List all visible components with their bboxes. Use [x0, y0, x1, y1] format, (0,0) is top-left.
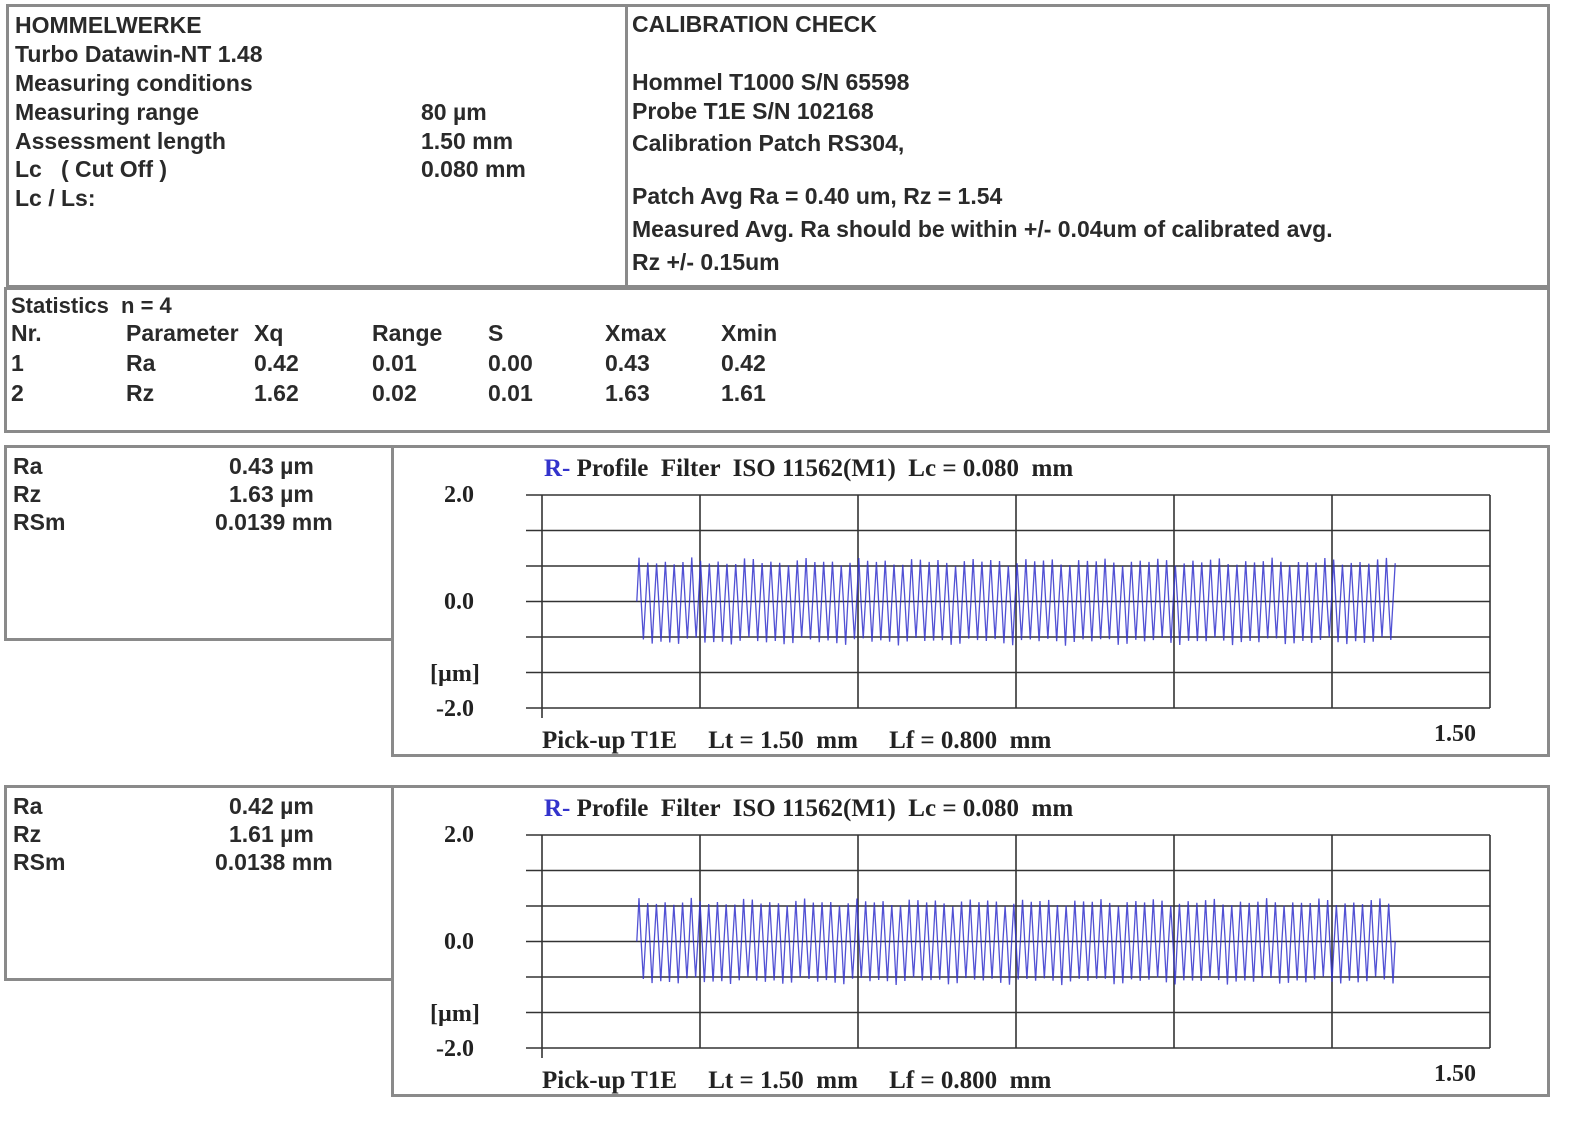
chart-title-text: Profile Filter ISO 11562(M1) Lc = 0.080 mm [576, 795, 1074, 822]
param-ra-label: Ra [13, 453, 43, 479]
param-rsm-label: RSm [13, 509, 66, 535]
assessment-length-label: Assessment length [15, 128, 226, 154]
cell-nr: 1 [11, 350, 24, 376]
param-rz-label: Rz [13, 481, 42, 507]
profile-chart-2 [522, 835, 1492, 1065]
y-axis-unit: [µm] [430, 1001, 480, 1027]
param-rsm-label: RSm [13, 849, 66, 875]
statistics-panel [4, 287, 1550, 433]
param-rz-value: 1.63 µm [229, 481, 314, 507]
col-xmax: Xmax [605, 320, 667, 346]
y-axis-unit: [µm] [430, 661, 480, 687]
measurement-1-params [4, 445, 394, 641]
cell-range: 0.01 [372, 350, 417, 376]
measuring-range-value: 80 µm [421, 99, 487, 125]
param-rz-label: Rz [13, 821, 42, 847]
chart-title-prefix: R- [544, 455, 571, 482]
cell-xmin: 0.42 [721, 350, 766, 376]
y-tick-zero: 0.0 [444, 589, 474, 615]
param-rsm-value: 0.0139 mm [215, 509, 333, 535]
param-ra-label: Ra [13, 793, 43, 819]
measuring-range-label: Measuring range [15, 99, 200, 125]
cell-xmin: 1.61 [721, 380, 766, 406]
conditions-title: Measuring conditions [15, 70, 253, 96]
measurement-1-chart-panel [391, 445, 1550, 757]
y-tick-bottom: -2.0 [436, 1036, 474, 1062]
col-xq: Xq [254, 320, 284, 346]
cell-xq: 0.42 [254, 350, 299, 376]
col-s: S [488, 320, 504, 346]
col-xmin: Xmin [721, 320, 778, 346]
y-tick-top: 2.0 [444, 482, 474, 508]
y-tick-bottom: -2.0 [436, 696, 474, 722]
measuring-conditions-panel [6, 4, 628, 288]
param-ra-value: 0.42 µm [229, 793, 314, 819]
calibration-check-panel [625, 4, 1550, 288]
measurement-2-chart-panel [391, 785, 1550, 1097]
param-rz-value: 1.61 µm [229, 821, 314, 847]
col-range: Range [372, 320, 443, 346]
cutoff-value: 0.080 mm [421, 156, 526, 182]
probe-serial: Probe T1E S/N 102168 [632, 98, 874, 124]
cell-s: 0.01 [488, 380, 533, 406]
cell-parameter: Rz [126, 380, 155, 406]
lc-ls-label: Lc / Ls: [15, 185, 96, 211]
instrument-serial: Hommel T1000 S/N 65598 [632, 69, 910, 95]
x-end-tick: 1.50 [1434, 1061, 1476, 1087]
calibration-patch: Calibration Patch RS304, [632, 130, 905, 156]
y-tick-zero: 0.0 [444, 929, 474, 955]
cell-xq: 1.62 [254, 380, 299, 406]
chart-footer: Pick-up T1E Lt = 1.50 mm Lf = 0.800 mm [542, 727, 1052, 754]
measurement-2-params [4, 785, 394, 981]
col-parameter: Parameter [126, 320, 239, 346]
col-nr: Nr. [11, 320, 42, 346]
chart-footer: Pick-up T1E Lt = 1.50 mm Lf = 0.800 mm [542, 1067, 1052, 1094]
ra-tolerance: Measured Avg. Ra should be within +/- 0.04um of calibrated avg. [632, 216, 1333, 242]
cell-nr: 2 [11, 380, 24, 406]
y-tick-top: 2.0 [444, 822, 474, 848]
assessment-length-value: 1.50 mm [421, 128, 514, 154]
company-name: HOMMELWERKE [15, 12, 202, 38]
profile-chart-1 [522, 495, 1492, 725]
x-end-tick: 1.50 [1434, 721, 1476, 747]
statistics-title: Statistics n = 4 [11, 293, 172, 318]
chart-title [544, 794, 1073, 823]
cell-parameter: Ra [126, 350, 156, 376]
cutoff-label: Lc ( Cut Off ) [15, 156, 168, 182]
cell-xmax: 0.43 [605, 350, 650, 376]
cell-range: 0.02 [372, 380, 417, 406]
param-ra-value: 0.43 µm [229, 453, 314, 479]
patch-average: Patch Avg Ra = 0.40 um, Rz = 1.54 [632, 183, 1003, 209]
cell-xmax: 1.63 [605, 380, 650, 406]
calibration-title: CALIBRATION CHECK [632, 11, 877, 37]
param-rsm-value: 0.0138 mm [215, 849, 333, 875]
chart-title [544, 454, 1073, 483]
software-version: Turbo Datawin-NT 1.48 [15, 41, 263, 67]
chart-title-text: Profile Filter ISO 11562(M1) Lc = 0.080 mm [576, 455, 1074, 482]
cell-s: 0.00 [488, 350, 533, 376]
rz-tolerance: Rz +/- 0.15um [632, 249, 780, 275]
chart-title-prefix: R- [544, 795, 571, 822]
